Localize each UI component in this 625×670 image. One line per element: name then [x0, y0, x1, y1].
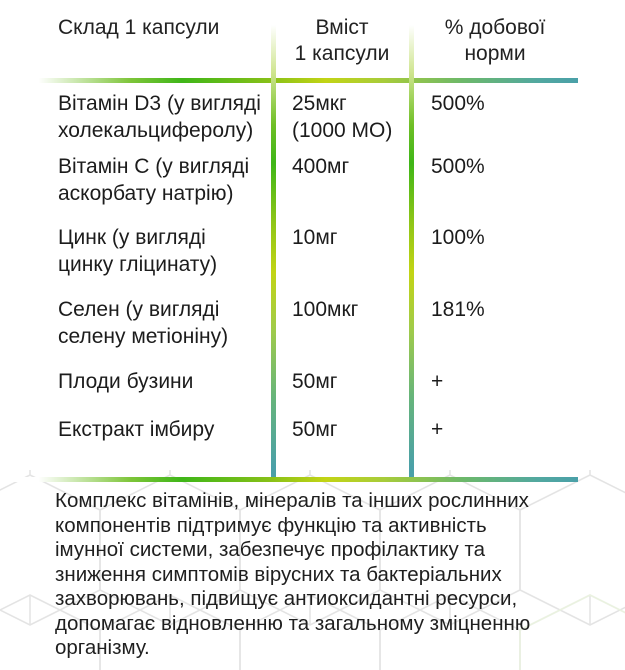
ingredient-amount: [292, 90, 404, 144]
column-header-daily-value-line1: % добової: [444, 16, 546, 39]
ingredient-name-line1: Вітамін D3 (у вигляді: [58, 92, 261, 115]
table-header: [0, 0, 625, 78]
ingredient-daily-value: +: [431, 370, 444, 393]
table-row: [0, 149, 625, 218]
ingredient-name-line2: аскорбату натрію): [58, 182, 234, 205]
ingredient-amount: 50мг: [292, 418, 338, 441]
table-row: [0, 218, 625, 290]
ingredient-name: [58, 296, 263, 350]
ingredient-amount: 400мг: [292, 155, 350, 178]
ingredient-name-line2: цинку гліцинату): [58, 253, 218, 276]
ingredient-amount-line1: 25мкг: [292, 92, 347, 115]
ingredient-name: [58, 153, 263, 207]
column-header-amount: [279, 15, 405, 67]
table-row: [0, 412, 625, 462]
column-header-amount-line2: 1 капсули: [294, 42, 390, 65]
ingredient-name: [58, 90, 263, 144]
column-header-amount-line1: Вміст: [315, 16, 369, 39]
ingredient-amount: 100мкг: [292, 298, 359, 321]
header-divider-rule: [4, 78, 578, 83]
ingredient-amount: 50мг: [292, 370, 338, 393]
column-header-daily-value: [420, 15, 570, 67]
ingredient-daily-value: 100%: [431, 226, 485, 249]
ingredient-name-line1: Вітамін C (у вигляді: [58, 155, 250, 178]
ingredient-daily-value: 500%: [431, 155, 485, 178]
ingredient-name-line2: холекальциферолу): [58, 119, 254, 142]
description-line-1: Комплекс вітамінів, мінералів та інших рослинних: [55, 489, 529, 512]
ingredient-name-line2: селену метіоніну): [58, 325, 229, 348]
table-row: [0, 290, 625, 362]
description-line-6: допомагає відновленню та загальному зміцненню: [55, 611, 531, 635]
product-description: [55, 489, 571, 661]
ingredient-name-line1: Селен (у вигляді: [58, 298, 220, 321]
ingredient-daily-value: +: [431, 418, 444, 441]
ingredient-name: Екстракт імбиру: [58, 418, 215, 441]
table-row: [0, 362, 625, 412]
ingredient-amount: 10мг: [292, 226, 338, 249]
column-header-ingredient: Склад 1 капсули: [58, 16, 220, 39]
description-line-2: компонентів підтримує функцію та активність: [55, 513, 487, 537]
description-line-5: захворювань, підвищує антиоксидантні ресурси,: [55, 587, 518, 610]
ingredient-name: Плоди бузини: [58, 370, 194, 393]
description-line-4: зниження симптомів вірусних та бактеріальних: [55, 562, 502, 586]
footer-divider-rule: [4, 477, 578, 482]
ingredient-name-line1: Цинк (у вигляді: [58, 226, 206, 249]
description-line-3: імунної системи, забезпечує профілактику та: [55, 538, 486, 561]
ingredient-amount-line2: (1000 МО): [292, 119, 393, 142]
table-row: [0, 84, 625, 149]
column-header-daily-value-line2: норми: [464, 42, 526, 65]
description-line-7: організму.: [55, 636, 150, 659]
ingredient-daily-value: 500%: [431, 92, 485, 115]
ingredient-daily-value: 181%: [431, 298, 485, 321]
table-body: [0, 84, 625, 462]
ingredient-name: [58, 224, 263, 278]
